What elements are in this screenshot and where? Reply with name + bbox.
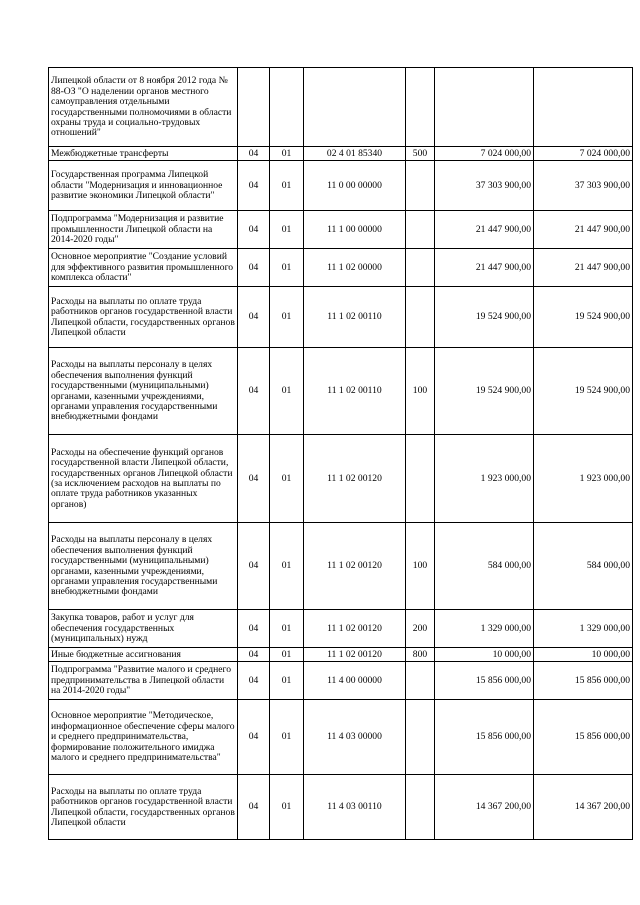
- subsection-code: 01: [270, 211, 304, 249]
- amount-second: 1 329 000,00: [534, 610, 633, 648]
- amount-second: 15 856 000,00: [534, 700, 633, 775]
- expense-type-code: [406, 662, 435, 700]
- table-row: [49, 211, 633, 249]
- subsection-code: 01: [270, 700, 304, 775]
- row-name: Закупка товаров, работ и услуг для обеспечения государственных (муниципальных) нужд: [49, 610, 238, 648]
- expense-type-code: [406, 161, 435, 211]
- table-row: [49, 249, 633, 287]
- amount-first: 1 923 000,00: [435, 435, 534, 523]
- amount-second: 7 024 000,00: [534, 147, 633, 161]
- amount-first: 14 367 200,00: [435, 775, 534, 840]
- expense-type-code: 500: [406, 147, 435, 161]
- section-code: 04: [238, 523, 270, 610]
- section-code: 04: [238, 648, 270, 662]
- row-name: Подпрограмма "Модернизация и развитие промышленности Липецкой области на 2014-2020 годы": [49, 211, 238, 249]
- amount-first: 7 024 000,00: [435, 147, 534, 161]
- row-name: Расходы на выплаты персоналу в целях обеспечения выполнения функций государственными (муниципальными) органами, казенными учреждениями, органами управления государственными внебюджетными фондами: [49, 348, 238, 435]
- expense-type-code: [406, 211, 435, 249]
- section-code: 04: [238, 287, 270, 348]
- amount-second: 10 000,00: [534, 648, 633, 662]
- amount-first: 1 329 000,00: [435, 610, 534, 648]
- table-row: [49, 348, 633, 435]
- section-code: 04: [238, 700, 270, 775]
- amount-second: 37 303 900,00: [534, 161, 633, 211]
- amount-first: 15 856 000,00: [435, 700, 534, 775]
- target-article-code: 11 1 02 00110: [304, 287, 406, 348]
- target-article-code: 11 1 02 00120: [304, 648, 406, 662]
- amount-second: 21 447 900,00: [534, 211, 633, 249]
- row-name: Расходы на выплаты персоналу в целях обеспечения выполнения функций государственными (муниципальными) органами, казенными учреждениями, органами управления государственными внебюджетными фондами: [49, 523, 238, 610]
- expense-type-code: [406, 249, 435, 287]
- expense-type-code: 100: [406, 348, 435, 435]
- amount-first: 21 447 900,00: [435, 249, 534, 287]
- amount-first: 19 524 900,00: [435, 287, 534, 348]
- subsection-code: 01: [270, 348, 304, 435]
- amount-first: 10 000,00: [435, 648, 534, 662]
- target-article-code: [304, 68, 406, 147]
- amount-second: 19 524 900,00: [534, 287, 633, 348]
- target-article-code: 11 0 00 00000: [304, 161, 406, 211]
- section-code: 04: [238, 610, 270, 648]
- target-article-code: 11 1 02 00120: [304, 610, 406, 648]
- budget-table: [48, 67, 633, 840]
- subsection-code: 01: [270, 648, 304, 662]
- section-code: 04: [238, 662, 270, 700]
- table-row: [49, 775, 633, 840]
- expense-type-code: 200: [406, 610, 435, 648]
- subsection-code: 01: [270, 287, 304, 348]
- subsection-code: 01: [270, 610, 304, 648]
- amount-first: 19 524 900,00: [435, 348, 534, 435]
- amount-second: 1 923 000,00: [534, 435, 633, 523]
- expense-type-code: [406, 435, 435, 523]
- row-name: Иные бюджетные ассигнования: [49, 648, 238, 662]
- table-row: [49, 435, 633, 523]
- row-name: Подпрограмма "Развитие малого и среднего предпринимательства в Липецкой области на 2014-2020 годы": [49, 662, 238, 700]
- amount-second: 21 447 900,00: [534, 249, 633, 287]
- row-name: Расходы на выплаты по оплате труда работников органов государственной власти Липецкой области, государственных органов Липецкой области: [49, 287, 238, 348]
- target-article-code: 11 1 02 00120: [304, 523, 406, 610]
- subsection-code: 01: [270, 161, 304, 211]
- row-name: Межбюджетные трансферты: [49, 147, 238, 161]
- section-code: 04: [238, 435, 270, 523]
- subsection-code: 01: [270, 523, 304, 610]
- target-article-code: 11 4 03 00000: [304, 700, 406, 775]
- row-name: Расходы на выплаты по оплате труда работников органов государственной власти Липецкой области, государственных органов Липецкой области: [49, 775, 238, 840]
- expense-type-code: [406, 68, 435, 147]
- table-row: [49, 287, 633, 348]
- amount-first: 15 856 000,00: [435, 662, 534, 700]
- section-code: 04: [238, 775, 270, 840]
- section-code: 04: [238, 161, 270, 211]
- target-article-code: 11 4 03 00110: [304, 775, 406, 840]
- table-row: [49, 700, 633, 775]
- table-row: [49, 662, 633, 700]
- target-article-code: 11 1 00 00000: [304, 211, 406, 249]
- target-article-code: 02 4 01 85340: [304, 147, 406, 161]
- amount-second: 19 524 900,00: [534, 348, 633, 435]
- amount-second: 15 856 000,00: [534, 662, 633, 700]
- table-row: [49, 161, 633, 211]
- subsection-code: 01: [270, 775, 304, 840]
- subsection-code: 01: [270, 435, 304, 523]
- expense-type-code: [406, 700, 435, 775]
- section-code: 04: [238, 348, 270, 435]
- subsection-code: 01: [270, 662, 304, 700]
- target-article-code: 11 1 02 00000: [304, 249, 406, 287]
- row-name: Государственная программа Липецкой области "Модернизация и инновационное развитие экономики Липецкой области": [49, 161, 238, 211]
- target-article-code: 11 4 00 00000: [304, 662, 406, 700]
- amount-second: 584 000,00: [534, 523, 633, 610]
- expense-type-code: 100: [406, 523, 435, 610]
- subsection-code: [270, 68, 304, 147]
- subsection-code: 01: [270, 147, 304, 161]
- amount-first: 37 303 900,00: [435, 161, 534, 211]
- table-row: [49, 147, 633, 161]
- subsection-code: 01: [270, 249, 304, 287]
- expense-type-code: [406, 775, 435, 840]
- amount-first: 21 447 900,00: [435, 211, 534, 249]
- expense-type-code: 800: [406, 648, 435, 662]
- amount-first: [435, 68, 534, 147]
- table-row: [49, 68, 633, 147]
- row-name: Основное мероприятие "Создание условий для эффективного развития промышленного комплекса области": [49, 249, 238, 287]
- table-row: [49, 648, 633, 662]
- expense-type-code: [406, 287, 435, 348]
- section-code: 04: [238, 147, 270, 161]
- target-article-code: 11 1 02 00110: [304, 348, 406, 435]
- target-article-code: 11 1 02 00120: [304, 435, 406, 523]
- section-code: [238, 68, 270, 147]
- table-row: [49, 523, 633, 610]
- section-code: 04: [238, 211, 270, 249]
- row-name: Расходы на обеспечение функций органов государственной власти Липецкой области, государственных органов Липецкой области (за исключением расходов на выплаты по оплате труда работников указанных органов): [49, 435, 238, 523]
- table-row: [49, 610, 633, 648]
- row-name: Основное мероприятие "Методическое, информационное обеспечение сферы малого и среднего предпринимательства, формирование положительного имиджа малого и среднего предпринимательства": [49, 700, 238, 775]
- row-name: Липецкой области от 8 ноября 2012 года № 88-ОЗ "О наделении органов местного самоуправления отдельными государственными полномочиями в области охраны труда и социально-трудовых отношений": [49, 68, 238, 147]
- section-code: 04: [238, 249, 270, 287]
- amount-second: 14 367 200,00: [534, 775, 633, 840]
- amount-second: [534, 68, 633, 147]
- amount-first: 584 000,00: [435, 523, 534, 610]
